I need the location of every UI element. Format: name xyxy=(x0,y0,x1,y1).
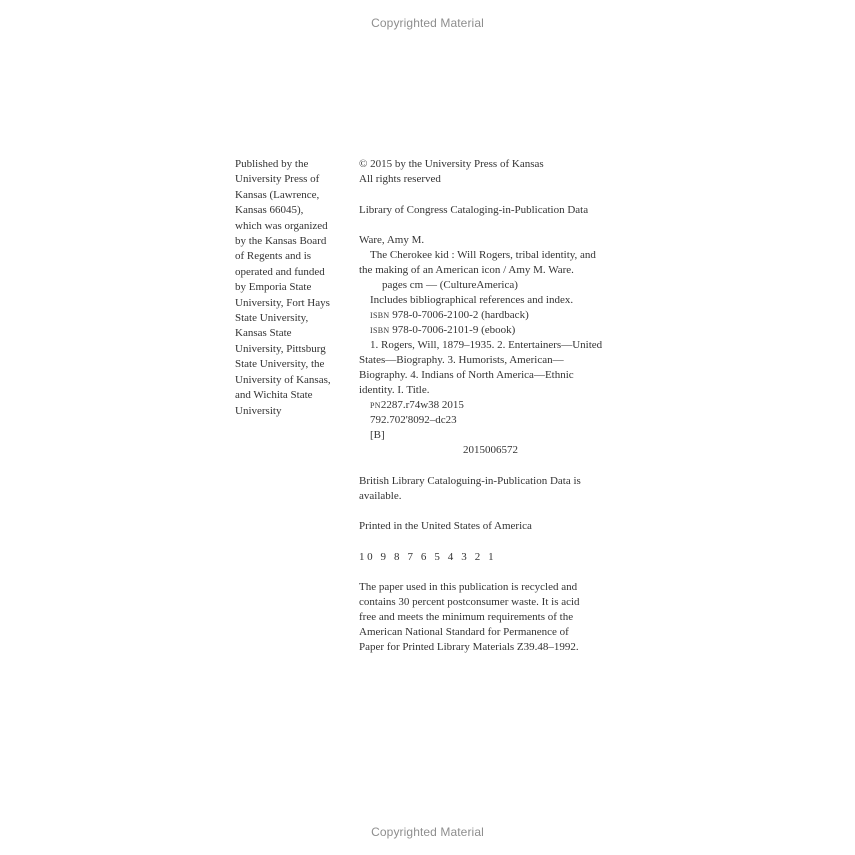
cip-title-line: The Cherokee kid : Will Rogers, tribal identity, and xyxy=(370,249,596,261)
cip-lccn: 2015006572 xyxy=(463,444,518,456)
publisher-note-line: by Emporia State xyxy=(235,281,312,294)
paper-note-line: Paper for Printed Library Materials Z39.48–1992. xyxy=(359,641,579,653)
publisher-note-line: State University, the xyxy=(235,358,325,371)
paper-note-line: contains 30 percent postconsumer waste. It is acid xyxy=(359,596,580,608)
lc-class-rest: 2287.r74w38 2015 xyxy=(380,399,464,411)
british-library-line: available. xyxy=(359,489,402,502)
publisher-note-line: by the Kansas Board xyxy=(235,235,327,248)
isbn-label: isbn xyxy=(370,309,390,321)
publisher-note-line: University Press of xyxy=(235,173,320,186)
print-line: 10 9 8 7 6 5 4 3 2 1 xyxy=(359,550,497,563)
copyright-watermark-bottom: Copyrighted Material xyxy=(371,825,484,839)
copyright-notice: © 2015 by the University Press of Kansas xyxy=(359,158,544,170)
publisher-note-line: University, Pittsburg xyxy=(235,342,326,355)
publisher-note-line: which was organized xyxy=(235,219,328,232)
cip-pages: pages cm — (CultureAmerica) xyxy=(382,279,518,291)
cip-author: Ware, Amy M. xyxy=(359,234,425,246)
publisher-note-line: Kansas (Lawrence, xyxy=(235,188,320,201)
british-library-line: British Library Cataloguing-in-Publication Data is xyxy=(359,474,581,487)
isbn-value: 978-0-7006-2100-2 (hardback) xyxy=(392,309,529,321)
publisher-note-line: operated and funded xyxy=(235,265,325,278)
publisher-note xyxy=(235,157,343,419)
publisher-note-line: State University, xyxy=(235,312,309,325)
cip-heading: Library of Congress Cataloging-in-Publication Data xyxy=(359,203,589,216)
cip-dewey: 792.702'8092–dc23 xyxy=(370,414,457,426)
lc-class-prefix: pn xyxy=(370,399,381,411)
publisher-note-line: Published by the xyxy=(235,158,309,170)
isbn-value: 978-0-7006-2101-9 (ebook) xyxy=(392,324,516,336)
rights-reserved: All rights reserved xyxy=(359,173,441,185)
publisher-note-line: Kansas State xyxy=(235,327,292,340)
copyright-page-body xyxy=(359,157,629,655)
paper-note-line: The paper used in this publication is recycled and xyxy=(359,581,578,593)
publisher-note-line: University xyxy=(235,404,282,417)
printed-in: Printed in the United States of America xyxy=(359,520,532,532)
cip-subjects-line: identity. I. Title. xyxy=(359,384,430,396)
cip-isbn-hardback xyxy=(359,308,629,323)
cip-lc-class xyxy=(359,398,629,413)
paper-note-line: American National Standard for Permanence of xyxy=(359,626,569,638)
isbn-label: isbn xyxy=(370,324,390,336)
publisher-note-line: University of Kansas, xyxy=(235,373,331,386)
cip-subjects-line: States—Biography. 3. Humorists, American— xyxy=(359,354,564,366)
copyright-watermark-top: Copyrighted Material xyxy=(371,16,484,30)
cip-subjects-line: Biography. 4. Indians of North America—Ethnic xyxy=(359,369,574,381)
cip-b: [B] xyxy=(370,429,385,441)
publisher-note-line: of Regents and is xyxy=(235,250,312,263)
publisher-note-line: Kansas 66045), xyxy=(235,204,304,217)
publisher-note-line: University, Fort Hays xyxy=(235,296,330,309)
paper-note-line: free and meets the minimum requirements of the xyxy=(359,611,574,623)
cip-includes: Includes bibliographical references and index. xyxy=(370,294,574,306)
cip-isbn-ebook xyxy=(359,323,629,338)
publisher-note-line: and Wichita State xyxy=(235,389,313,402)
cip-title-line: the making of an American icon / Amy M. Ware. xyxy=(359,264,574,276)
cip-subjects-line: 1. Rogers, Will, 1879–1935. 2. Entertainers—United xyxy=(370,339,603,351)
